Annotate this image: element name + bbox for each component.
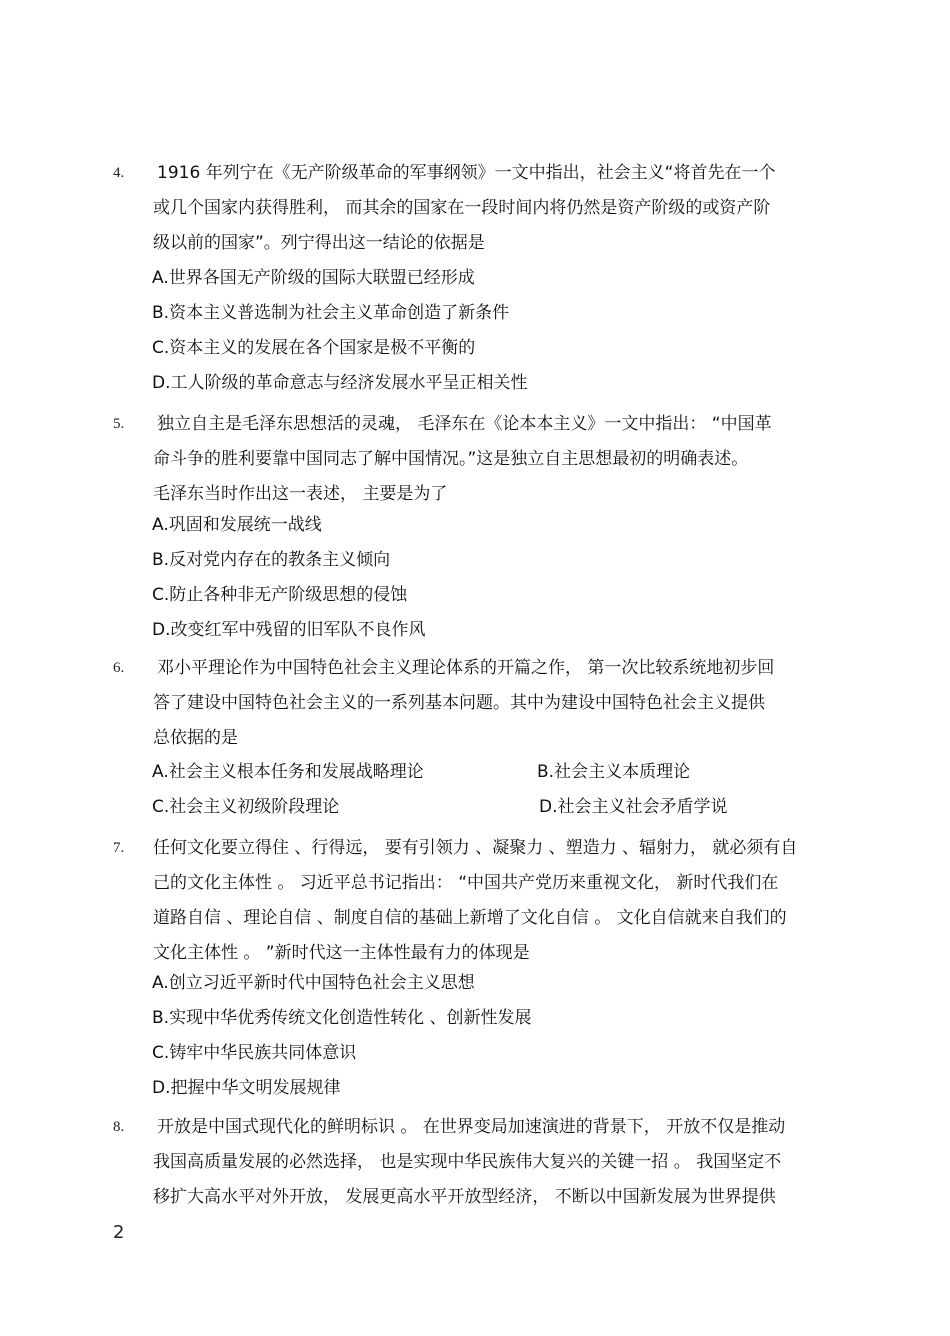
option-d: D.社会主义社会矛盾学说 (539, 797, 728, 817)
stem-line: 文化主体性 。 ”新时代这一主体性最有力的体现是 (153, 943, 530, 963)
stem-line: 移扩大高水平对外开放， 发展更高水平开放型经济， 不断以中国新发展为世界提供 (153, 1187, 776, 1207)
option-row (152, 790, 842, 825)
stem-line: 独立自主是毛泽东思想活的灵魂， 毛泽东在《论本本主义》一文中指出： “中国革 (157, 414, 772, 434)
option-c: C.防止各种非无产阶级思想的侵蚀 (152, 585, 408, 605)
option-c: C.铸牢中华民族共同体意识 (152, 1043, 357, 1063)
question-4-options (152, 261, 842, 401)
question-number: 5. (113, 416, 125, 432)
question-stem (153, 1110, 838, 1215)
option-b: B.社会主义本质理论 (537, 762, 691, 782)
stem-line: 我国高质量发展的必然选择， 也是实现中华民族伟大复兴的关键一招 。 我国坚定不 (153, 1152, 782, 1172)
question-number: 7. (113, 840, 125, 856)
option-a: A.社会主义根本任务和发展战略理论 (152, 762, 424, 782)
option-a: A.世界各国无产阶级的国际大联盟已经形成 (152, 268, 475, 288)
option-c: C.社会主义初级阶段理论 (152, 797, 340, 817)
question-stem (153, 156, 838, 261)
option-a: A.巩固和发展统一战线 (152, 515, 322, 535)
question-stem (153, 407, 838, 512)
option-b: B.反对党内存在的教条主义倾向 (152, 550, 391, 570)
question-6-options (152, 755, 842, 825)
question-number: 8. (113, 1119, 125, 1135)
question-number: 4. (113, 165, 125, 181)
question-number: 6. (113, 660, 125, 676)
stem-line: 毛泽东当时作出这一表述， 主要是为了 (153, 484, 448, 504)
option-d: D.把握中华文明发展规律 (152, 1078, 341, 1098)
stem-line: 开放是中国式现代化的鲜明标识 。 在世界变局加速演进的背景下， 开放不仅是推动 (157, 1117, 786, 1137)
stem-line: 道路自信 、理论自信 、制度自信的基础上新增了文化自信 。 文化自信就来自我们的 (153, 908, 787, 928)
stem-line: 答了建设中国特色社会主义的一系列基本问题。其中为建设中国特色社会主义提供 (153, 693, 765, 713)
stem-line: 或几个国家内获得胜利， 而其余的国家在一段时间内将仍然是资产阶级的或资产阶 (153, 198, 771, 218)
stem-line: 总依据的是 (153, 728, 238, 748)
question-5-options (152, 508, 842, 648)
page-number: 2 (113, 1222, 125, 1243)
option-d: D.工人阶级的革命意志与经济发展水平呈正相关性 (152, 373, 528, 393)
question-stem (153, 831, 838, 971)
option-c: C.资本主义的发展在各个国家是极不平衡的 (152, 338, 476, 358)
question-7-options (152, 966, 842, 1106)
option-row (152, 755, 842, 790)
question-stem (153, 651, 838, 756)
option-a: A.创立习近平新时代中国特色社会主义思想 (152, 973, 475, 993)
stem-line: 1916 年列宁在《无产阶级革命的军事纲领》一文中指出，社会主义“将首先在一个 (157, 163, 776, 183)
option-d: D.改变红军中残留的旧军队不良作风 (152, 620, 426, 640)
stem-line: 命斗争的胜利要靠中国同志了解中国情况。”这是独立自主思想最初的明确表述。 (153, 449, 749, 469)
stem-line: 邓小平理论作为中国特色社会主义理论体系的开篇之作， 第一次比较系统地初步回 (157, 658, 775, 678)
option-b: B.实现中华优秀传统文化创造性转化 、创新性发展 (152, 1008, 532, 1028)
option-b: B.资本主义普选制为社会主义革命创造了新条件 (152, 303, 510, 323)
stem-line: 任何文化要立得住 、行得远， 要有引领力 、凝聚力 、塑造力 、辐射力， 就必须有自 (153, 838, 798, 858)
stem-line: 己的文化主体性 。 习近平总书记指出： “中国共产党历来重视文化， 新时代我们在 (153, 873, 779, 893)
stem-line: 级以前的国家”。列宁得出这一结论的依据是 (153, 233, 485, 253)
